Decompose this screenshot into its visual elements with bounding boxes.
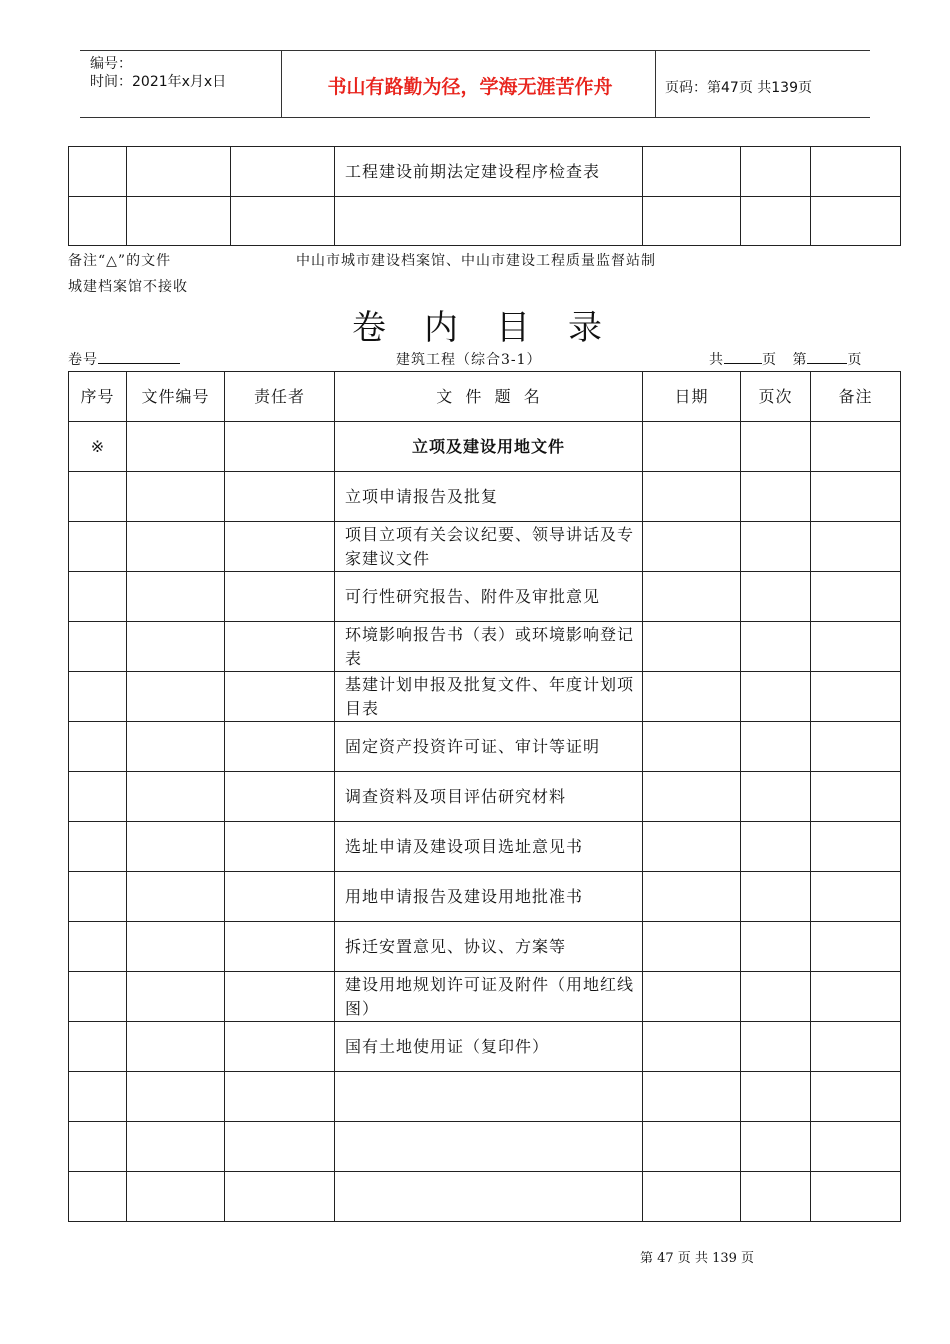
cell-seq — [69, 922, 127, 972]
table-row — [69, 672, 901, 722]
table-row — [69, 472, 901, 522]
cell-remark — [811, 1122, 901, 1172]
cell-date — [643, 1072, 741, 1122]
cell-seq — [69, 872, 127, 922]
cell-title: 固定资产投资许可证、审计等证明 — [335, 722, 643, 772]
cell-file-no — [127, 1022, 225, 1072]
cell-responsible — [231, 197, 335, 246]
cell-date — [643, 1172, 741, 1222]
cell-date — [643, 872, 741, 922]
cell-pages — [741, 147, 811, 197]
cell-title — [335, 1072, 643, 1122]
cell-remark — [811, 622, 901, 672]
doc-time-label: 时间：2021年x月x日 — [90, 74, 227, 90]
cell-seq — [69, 1172, 127, 1222]
cell-title: 环境影响报告书（表）或环境影响登记表 — [335, 622, 643, 672]
table-row — [69, 922, 901, 972]
cell-file-no — [127, 872, 225, 922]
cell-responsible — [225, 422, 335, 472]
cell-file-no — [127, 1122, 225, 1172]
cell-pages — [741, 1072, 811, 1122]
cell-remark — [811, 922, 901, 972]
cell-seq — [69, 722, 127, 772]
motto-text: 书山有路勤为径，学海无涯苦作舟 — [327, 76, 613, 98]
page-count — [709, 349, 862, 369]
cell-seq — [69, 572, 127, 622]
cell-title — [335, 1122, 643, 1172]
cell-title: 可行性研究报告、附件及审批意见 — [335, 572, 643, 622]
col-header-responsible: 责任者 — [225, 372, 335, 422]
cell-date — [643, 1122, 741, 1172]
cell-responsible — [225, 722, 335, 772]
cell-responsible — [225, 672, 335, 722]
cell-seq — [69, 522, 127, 572]
cell-title: 国有土地使用证（复印件） — [335, 1022, 643, 1072]
cell-responsible — [231, 147, 335, 197]
cell-title: 拆迁安置意见、协议、方案等 — [335, 922, 643, 972]
cell-remark — [811, 672, 901, 722]
cell-file-no — [127, 1172, 225, 1222]
cell-pages — [741, 1022, 811, 1072]
cell-seq — [69, 1072, 127, 1122]
cell-title: 立项申请报告及批复 — [335, 472, 643, 522]
cell-seq — [69, 472, 127, 522]
volume-label: 卷号 — [68, 352, 98, 368]
cell-file-no — [127, 922, 225, 972]
cell-remark — [811, 972, 901, 1022]
cell-file-no — [127, 1072, 225, 1122]
table-row — [69, 722, 901, 772]
cell-responsible — [225, 972, 335, 1022]
top-continuation-table — [68, 146, 901, 246]
cell-remark — [811, 422, 901, 472]
cell-file-no — [127, 472, 225, 522]
cell-title: 用地申请报告及建设用地批准书 — [335, 872, 643, 922]
cell-title: 建设用地规划许可证及附件（用地红线图） — [335, 972, 643, 1022]
cell-date — [643, 422, 741, 472]
table-row — [69, 1122, 901, 1172]
volume-blank — [98, 349, 180, 364]
cell-date — [643, 572, 741, 622]
cell-date — [643, 772, 741, 822]
cell-pages — [741, 772, 811, 822]
footer-page-number: 第 47 页 共 139 页 — [640, 1251, 755, 1266]
page-code-label: 页码：第47页 共139页 — [665, 80, 812, 96]
cell-date — [643, 972, 741, 1022]
cell-remark — [811, 147, 901, 197]
table-row — [69, 622, 901, 672]
cell-file-no — [127, 197, 231, 246]
cell-responsible — [225, 1072, 335, 1122]
cell-responsible — [225, 472, 335, 522]
col-header-title: 文 件 题 名 — [335, 372, 643, 422]
cell-date — [643, 147, 741, 197]
cell-remark — [811, 772, 901, 822]
cell-date — [643, 622, 741, 672]
catalog-title: 卷内目录 — [352, 308, 640, 348]
cell-seq — [69, 1022, 127, 1072]
doc-number-label: 编号： — [90, 56, 132, 72]
cell-pages — [741, 972, 811, 1022]
cell-pages — [741, 722, 811, 772]
cell-file-no — [127, 972, 225, 1022]
catalog-table — [68, 371, 901, 1222]
cell-title: 项目立项有关会议纪要、领导讲话及专家建议文件 — [335, 522, 643, 572]
total-unit: 页 — [762, 352, 777, 368]
table-row — [69, 197, 901, 246]
cell-date — [643, 822, 741, 872]
cell-seq — [69, 822, 127, 872]
table-row — [69, 772, 901, 822]
header-divider-right — [655, 50, 656, 117]
table-row — [69, 1072, 901, 1122]
cell-remark — [811, 197, 901, 246]
cell-file-no — [127, 522, 225, 572]
cell-remark — [811, 1022, 901, 1072]
cell-responsible — [225, 622, 335, 672]
cell-file-no — [127, 672, 225, 722]
cell-seq — [69, 972, 127, 1022]
table-row — [69, 1022, 901, 1072]
cell-seq — [69, 622, 127, 672]
cell-remark — [811, 1172, 901, 1222]
cell-remark — [811, 572, 901, 622]
cell-seq — [69, 197, 127, 246]
table-row — [69, 572, 901, 622]
sheet-unit: 页 — [847, 352, 863, 368]
category-label: 建筑工程（综合3-1） — [396, 352, 542, 368]
col-header-file-no: 文件编号 — [127, 372, 225, 422]
cell-remark — [811, 722, 901, 772]
issuer-text: 中山市城市建设档案馆、中山市建设工程质量监督站制 — [296, 253, 656, 269]
cell-responsible — [225, 522, 335, 572]
cell-date — [643, 197, 741, 246]
cell-pages — [741, 522, 811, 572]
cell-pages — [741, 422, 811, 472]
sheet-blank — [807, 349, 847, 364]
cell-responsible — [225, 1172, 335, 1222]
volume-number — [68, 349, 180, 369]
cell-responsible — [225, 1022, 335, 1072]
cell-seq — [69, 772, 127, 822]
table-row — [69, 972, 901, 1022]
cell-title — [335, 1172, 643, 1222]
header-bottom-rule — [80, 117, 870, 118]
cell-file-no — [127, 422, 225, 472]
cell-responsible — [225, 822, 335, 872]
cell-date — [643, 472, 741, 522]
cell-seq — [69, 1122, 127, 1172]
cell-pages — [741, 572, 811, 622]
cell-responsible — [225, 772, 335, 822]
cell-pages — [741, 922, 811, 972]
table-header-row — [69, 372, 901, 422]
sheet-prefix: 第 — [792, 352, 808, 368]
cell-pages — [741, 197, 811, 246]
cell-date — [643, 672, 741, 722]
table-row — [69, 822, 901, 872]
remark-line-1: 备注“△”的文件 — [68, 253, 172, 269]
cell-pages — [741, 672, 811, 722]
col-header-pages: 页次 — [741, 372, 811, 422]
section-title: 立项及建设用地文件 — [335, 422, 643, 472]
cell-responsible — [225, 1122, 335, 1172]
cell-seq — [69, 672, 127, 722]
cell-pages — [741, 622, 811, 672]
cell-file-no — [127, 147, 231, 197]
cell-pages — [741, 472, 811, 522]
cell-pages — [741, 872, 811, 922]
header-top-rule — [80, 50, 870, 51]
cell-remark — [811, 522, 901, 572]
table-row — [69, 1172, 901, 1222]
cell-pages — [741, 1172, 811, 1222]
cell-remark — [811, 872, 901, 922]
cell-responsible — [225, 922, 335, 972]
total-prefix: 共 — [709, 352, 724, 368]
section-mark: ※ — [69, 422, 127, 472]
col-header-seq: 序号 — [69, 372, 127, 422]
cell-file-no — [127, 772, 225, 822]
total-blank — [724, 349, 762, 364]
col-header-remark: 备注 — [811, 372, 901, 422]
cell-remark — [811, 1072, 901, 1122]
cell-file-no — [127, 722, 225, 772]
section-row — [69, 422, 901, 472]
header-divider-left — [281, 50, 282, 117]
cell-date — [643, 722, 741, 772]
cell-date — [643, 922, 741, 972]
col-header-date: 日期 — [643, 372, 741, 422]
cell-file-no — [127, 572, 225, 622]
cell-title: 工程建设前期法定建设程序检查表 — [335, 147, 643, 197]
cell-title — [335, 197, 643, 246]
cell-responsible — [225, 872, 335, 922]
cell-date — [643, 1022, 741, 1072]
table-row — [69, 522, 901, 572]
cell-title: 选址申请及建设项目选址意见书 — [335, 822, 643, 872]
table-row — [69, 147, 901, 197]
table-row — [69, 872, 901, 922]
cell-remark — [811, 822, 901, 872]
cell-title: 基建计划申报及批复文件、年度计划项目表 — [335, 672, 643, 722]
cell-remark — [811, 472, 901, 522]
cell-pages — [741, 1122, 811, 1172]
cell-file-no — [127, 622, 225, 672]
cell-file-no — [127, 822, 225, 872]
cell-responsible — [225, 572, 335, 622]
cell-pages — [741, 822, 811, 872]
cell-title: 调查资料及项目评估研究材料 — [335, 772, 643, 822]
remark-line-2: 城建档案馆不接收 — [68, 279, 188, 295]
cell-date — [643, 522, 741, 572]
cell-seq — [69, 147, 127, 197]
